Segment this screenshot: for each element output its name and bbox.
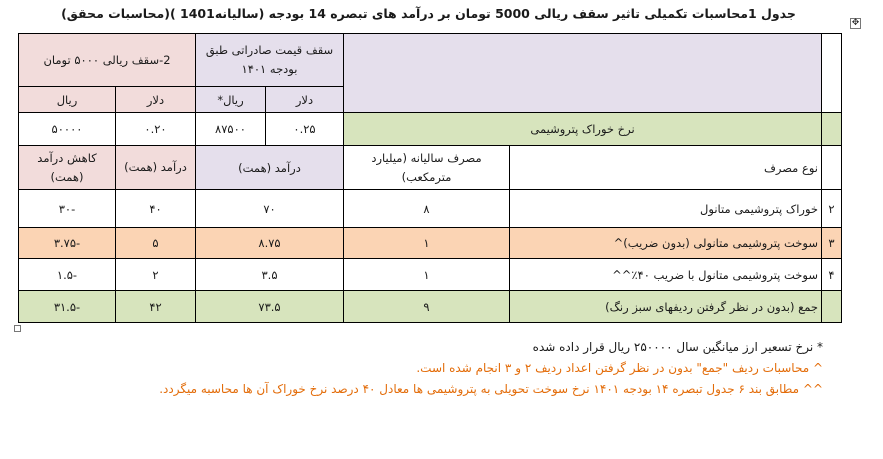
row-4-type: سوخت پتروشیمی متانول با ضریب ۴۰٪^^ <box>510 259 822 291</box>
total-consumption: ۹ <box>344 291 510 323</box>
col-header-revenue-export: درآمد (همت) <box>196 146 344 190</box>
col-header-number <box>822 146 842 190</box>
rate-export-rial: ۸۷۵۰۰ <box>196 113 266 146</box>
header-rial-star: ریال* <box>196 87 266 113</box>
header-cap-rial: 2-سقف ریالی ۵۰۰۰ تومان <box>19 34 196 87</box>
row-2-number: ۲ <box>822 190 842 228</box>
footnote-exchange-rate: * نرخ تسعیر ارز میانگین سال ۲۵۰۰۰۰ ریال قرار داده شده <box>532 340 823 354</box>
rate-cap-rial: ۵۰۰۰۰ <box>19 113 116 146</box>
row-3-revenue-cap: ۵ <box>116 228 196 259</box>
total-type: جمع (بدون در نظر گرفتن ردیفهای سبز رنگ) <box>510 291 822 323</box>
row-4-revenue-export: ۳.۵ <box>196 259 344 291</box>
col-header-consumption: مصرف سالیانه (میلیارد مترمکعب) <box>344 146 510 190</box>
rate-export-dollar: ۰.۲۵ <box>266 113 344 146</box>
row-3-number: ۳ <box>822 228 842 259</box>
row-4-number: ۴ <box>822 259 842 291</box>
col-header-revenue-cap: درآمد (همت) <box>116 146 196 190</box>
rate-cap-dollar: ۰.۲۰ <box>116 113 196 146</box>
row-2-reduction: -۳۰ <box>19 190 116 228</box>
calculation-table <box>18 33 842 323</box>
header-rial: ریال <box>19 87 116 113</box>
row-3-type: سوخت پتروشیمی متانولی (بدون ضریب)^ <box>510 228 822 259</box>
total-revenue-cap: ۴۲ <box>116 291 196 323</box>
rate-row-label: نرخ خوراک پتروشیمی <box>344 113 822 146</box>
row-3-reduction: -۳.۷۵ <box>19 228 116 259</box>
footnote-total-row: ^ محاسبات ردیف "جمع" بدون در نظر گرفتن اعداد ردیف ۲ و ۳ انجام شده است. <box>416 361 823 375</box>
row-2-consumption: ۸ <box>344 190 510 228</box>
rate-row-number <box>822 113 842 146</box>
header-cap-export: سقف قیمت صادراتی طبق بودجه ۱۴۰۱ <box>196 34 344 87</box>
row-2-revenue-export: ۷۰ <box>196 190 344 228</box>
col-header-type: نوع مصرف <box>510 146 822 190</box>
row-3-consumption: ۱ <box>344 228 510 259</box>
row-4-revenue-cap: ۲ <box>116 259 196 291</box>
row-number-empty <box>822 34 842 113</box>
header-dollar: دلار <box>266 87 344 113</box>
row-2-revenue-cap: ۴۰ <box>116 190 196 228</box>
header-empty-cell <box>344 34 822 113</box>
row-4-consumption: ۱ <box>344 259 510 291</box>
table-caption: جدول 1محاسبات تکمیلی تاثیر سقف ریالی 5000 تومان بر درآمد های تبصره 14 بودجه (سالیانه1401 )(محاسبات محقق) <box>61 6 796 21</box>
row-4-reduction: -۱.۵ <box>19 259 116 291</box>
total-revenue-export: ۷۳.۵ <box>196 291 344 323</box>
row-3-revenue-export: ۸.۷۵ <box>196 228 344 259</box>
footnotes <box>3 337 823 400</box>
footnote-fuel-rate: ^^ مطابق بند ۶ جدول تبصره ۱۴ بودجه ۱۴۰۱ نرخ سوخت تحویلی به پتروشیمی ها معادل ۴۰ درصد نرخ خوراک آن ها محاسبه میگردد. <box>159 382 823 396</box>
table-resize-handle[interactable] <box>14 325 21 332</box>
table-move-handle-icon[interactable]: ✥ <box>851 18 860 28</box>
header-dollar: دلار <box>116 87 196 113</box>
row-2-type: خوراک پتروشیمی متانول <box>510 190 822 228</box>
total-reduction: -۳۱.۵ <box>19 291 116 323</box>
col-header-reduction: کاهش درآمد (همت) <box>19 146 116 190</box>
total-number <box>822 291 842 323</box>
